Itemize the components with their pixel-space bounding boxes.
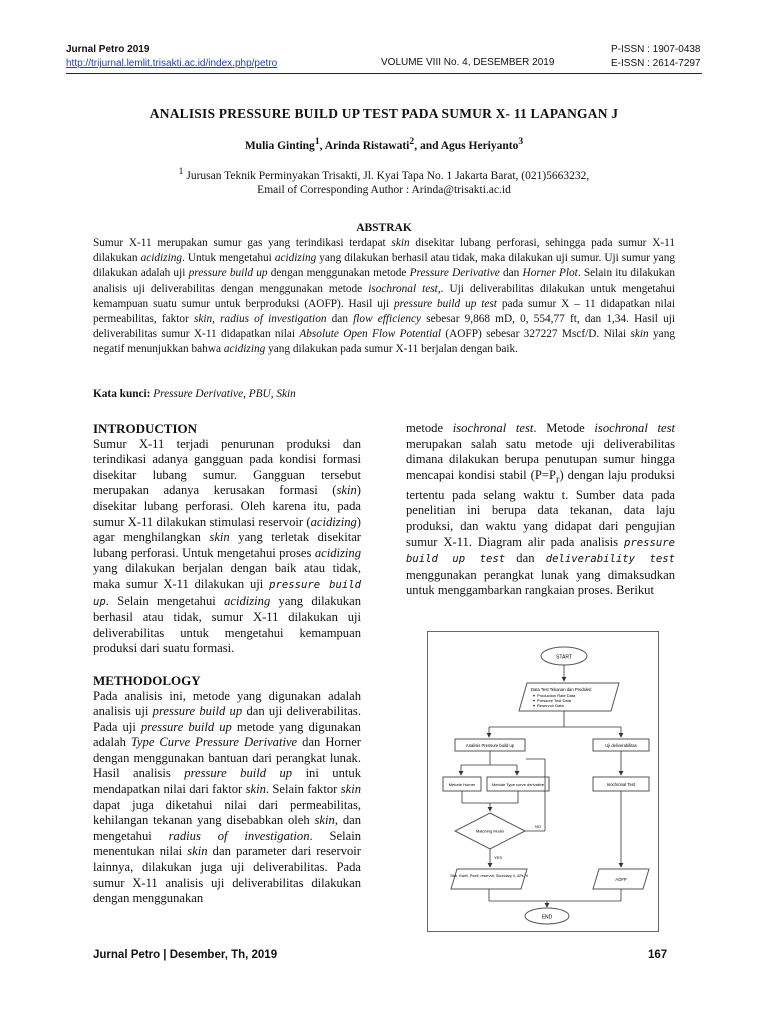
right-column [406, 421, 675, 599]
keywords-value: Pressure Derivative, PBU, Skin [153, 388, 296, 400]
author-1: Mulia Ginting [244, 139, 315, 152]
yes-label: YES [494, 855, 503, 860]
keywords-label: Kata kunci: [93, 388, 154, 400]
author-3-sup: 3 [518, 136, 524, 147]
affiliation-line-1: Jurusan Teknik Perminyakan Trisakti, Jl. Kyai Tapa No. 1 Jakarta Barat, (021)5663232, [183, 169, 590, 182]
header-left [66, 43, 277, 71]
author-list [66, 136, 702, 152]
data-item-1: Production Rate Data [537, 693, 576, 698]
flowchart-figure [427, 631, 659, 932]
methodology-heading: METHODOLOGY [93, 672, 201, 688]
result-label: Skin, Kwell, Pwell, reservoir, Boundary, k, ΔPs, ri [450, 874, 528, 878]
author-2-sup: 2 [409, 136, 415, 147]
journal-name: Jurnal Petro 2019 [66, 44, 150, 55]
author-3: , and Agus Heriyanto [414, 139, 519, 152]
data-item-3: Reservoir Data [537, 703, 564, 708]
header-divider [66, 73, 702, 74]
footer-journal: Jurnal Petro | Desember, Th, 2019 [93, 949, 278, 961]
paper-title: ANALISIS PRESSURE BUILD UP TEST PADA SUMUR X- 11 LAPANGAN J [149, 106, 619, 121]
decision-label: Matching Model [475, 828, 505, 834]
end-label: END [541, 914, 553, 921]
start-label: START [556, 654, 572, 661]
deliverability-label: Uji deliverabilitas [605, 743, 637, 748]
keywords [93, 388, 675, 400]
affiliation-line-2: Email of Corresponding Author : Arinda@trisakti.ac.id [257, 183, 511, 196]
left-column [93, 421, 361, 907]
volume-info: VOLUME VIII No. 4, DESEMBER 2019 [381, 57, 555, 68]
pbu-analysis-label: Analisis Pressure build up [465, 743, 515, 748]
no-label: NO [535, 824, 541, 829]
author-1-sup: 1 [314, 136, 320, 147]
introduction-paragraph: Sumur X-11 terjadi penurunan produksi dan terindikasi adanya gangguan pada kondisi formasi disekitar lubang sumur. Gangguan tersebut merupakan adanya kerusakan formasi (skin) disekitar lubang perforasi. Oleh karena itu, pada sumur X-11 dilakukan stimulasi reservoir (acidizing) agar menghilangkan skin yang terletak disekitar lubang perforasi. Untuk mengetahui proses acidizing yang dilakukan berjalan dengan baik atau tidak, maka sumur X-11 dilakukan uji pressure build up. Selain mengetahui acidizing yang dilakukan berhasil atau tidak, sumur X-11 dilakukan uji deliverabilitas untuk mengetahui kemampuan produksi dari suatu formasi. [93, 436, 361, 656]
data-title: Data Test Tekanan dan Produksi: [531, 687, 593, 692]
result-output-box [451, 869, 527, 889]
p-issn: P-ISSN : 1907-0438 [611, 44, 701, 55]
right-column-paragraph: metode isochronal test. Metode isochronal test merupakan salah satu metode uji deliverabilitas dimana dilakukan berupa penutupan sumur hingga mencapai kondisi stabil $(P=P_r)$ dengan laju produksi tertentu pada selang waktu t. Sumber data pada penelitian ini berupa data tekanan, data laju produksi, dan waktu yang didapat dari pengujian sumur X-11. Diagram alir pada analisis pressure build up test dan deliverability test menggunakan perangkat lunak yang dimaksudkan untuk menggambarkan rangkaian proses. Berikut [406, 421, 676, 598]
aofp-label: AOFP [615, 877, 627, 882]
e-issn: E-ISSN : 2614-7297 [611, 58, 701, 69]
introduction-heading: INTRODUCTION [93, 421, 198, 436]
type-curve-label: Metode Type curve derivative [491, 782, 545, 787]
abstract-body: Sumur X-11 merupakan sumur gas yang terindikasi terdapat skin disekitar lubang perforasi, sehingga pada sumur X-11 dilakukan acidizing. Untuk mengetahui acidizing yang dilakukan berhasil atau tidak, maka dilakukan uji sumur. Uji sumur yang dilakukan adalah uji pressure build up dengan menggunakan metode Pressure Derivative dan Horner Plot. Selain itu dilakukan analisis uji deliverabilitas dengan menggunakan metode isochronal test,. Uji deliverabilitas dilakukan untuk mengetahui kemampuan suatu sumur untuk berproduksi (AOFP). Hasil uji pressure build up test pada sumur X – 11 didapatkan nilai permeabilitas, faktor skin, radius of investigation dan flow efficiency sebesar 9,868 mD, 0, 554,77 ft, dan 1,34. Hasil uji deliverabilitas sumur X-11 didapatkan nilai Absolute Open Flow Potential (AOFP) sebesar 327227 Mscf/D. Nilai skin yang negatif menunjukkan bahwa acidizing yang dilakukan pada sumur X-11 berjalan dengan baik. [93, 237, 675, 356]
methodology-paragraph: Pada analisis ini, metode yang digunakan adalah analisis uji pressure build up dan uji deliverabilitas. Pada uji pressure build up metode yang digunakan adalah Type Curve Pressure Derivative dan Horner dengan menggunakan bantuan dari perangkat lunak. Hasil analisis pressure build up ini untuk mendapatkan nilai dari faktor skin. Selain faktor skin dapat juga diketahui nilai dari permeabilitas, kehilangan tekanan yang disebabkan oleh skin, dan mengetahui radius of investigation. Selain menentukan nilai skin dan parameter dari reservoir lainnya, dilakukan juga uji deliverabilitas. Pada sumur X-11 analisis uji deliverabilitas dilakukan dengan menggunakan [93, 688, 362, 906]
page-number: 167 [648, 949, 668, 961]
data-item-2: Pressure Test Data [537, 698, 571, 703]
abstract-heading: ABSTRAK [356, 222, 412, 234]
affiliation-sup: 1 [178, 166, 184, 177]
isochronal-label: Isochronal Test [606, 782, 636, 787]
affiliation [66, 165, 702, 197]
author-2: , Arinda Ristawati [319, 139, 410, 152]
issn-block [611, 43, 701, 71]
journal-url-link[interactable]: http://trijurnal.lemlit.trisakti.ac.id/index.php/petro [66, 58, 278, 69]
horner-label: Metode Horner [448, 782, 476, 787]
